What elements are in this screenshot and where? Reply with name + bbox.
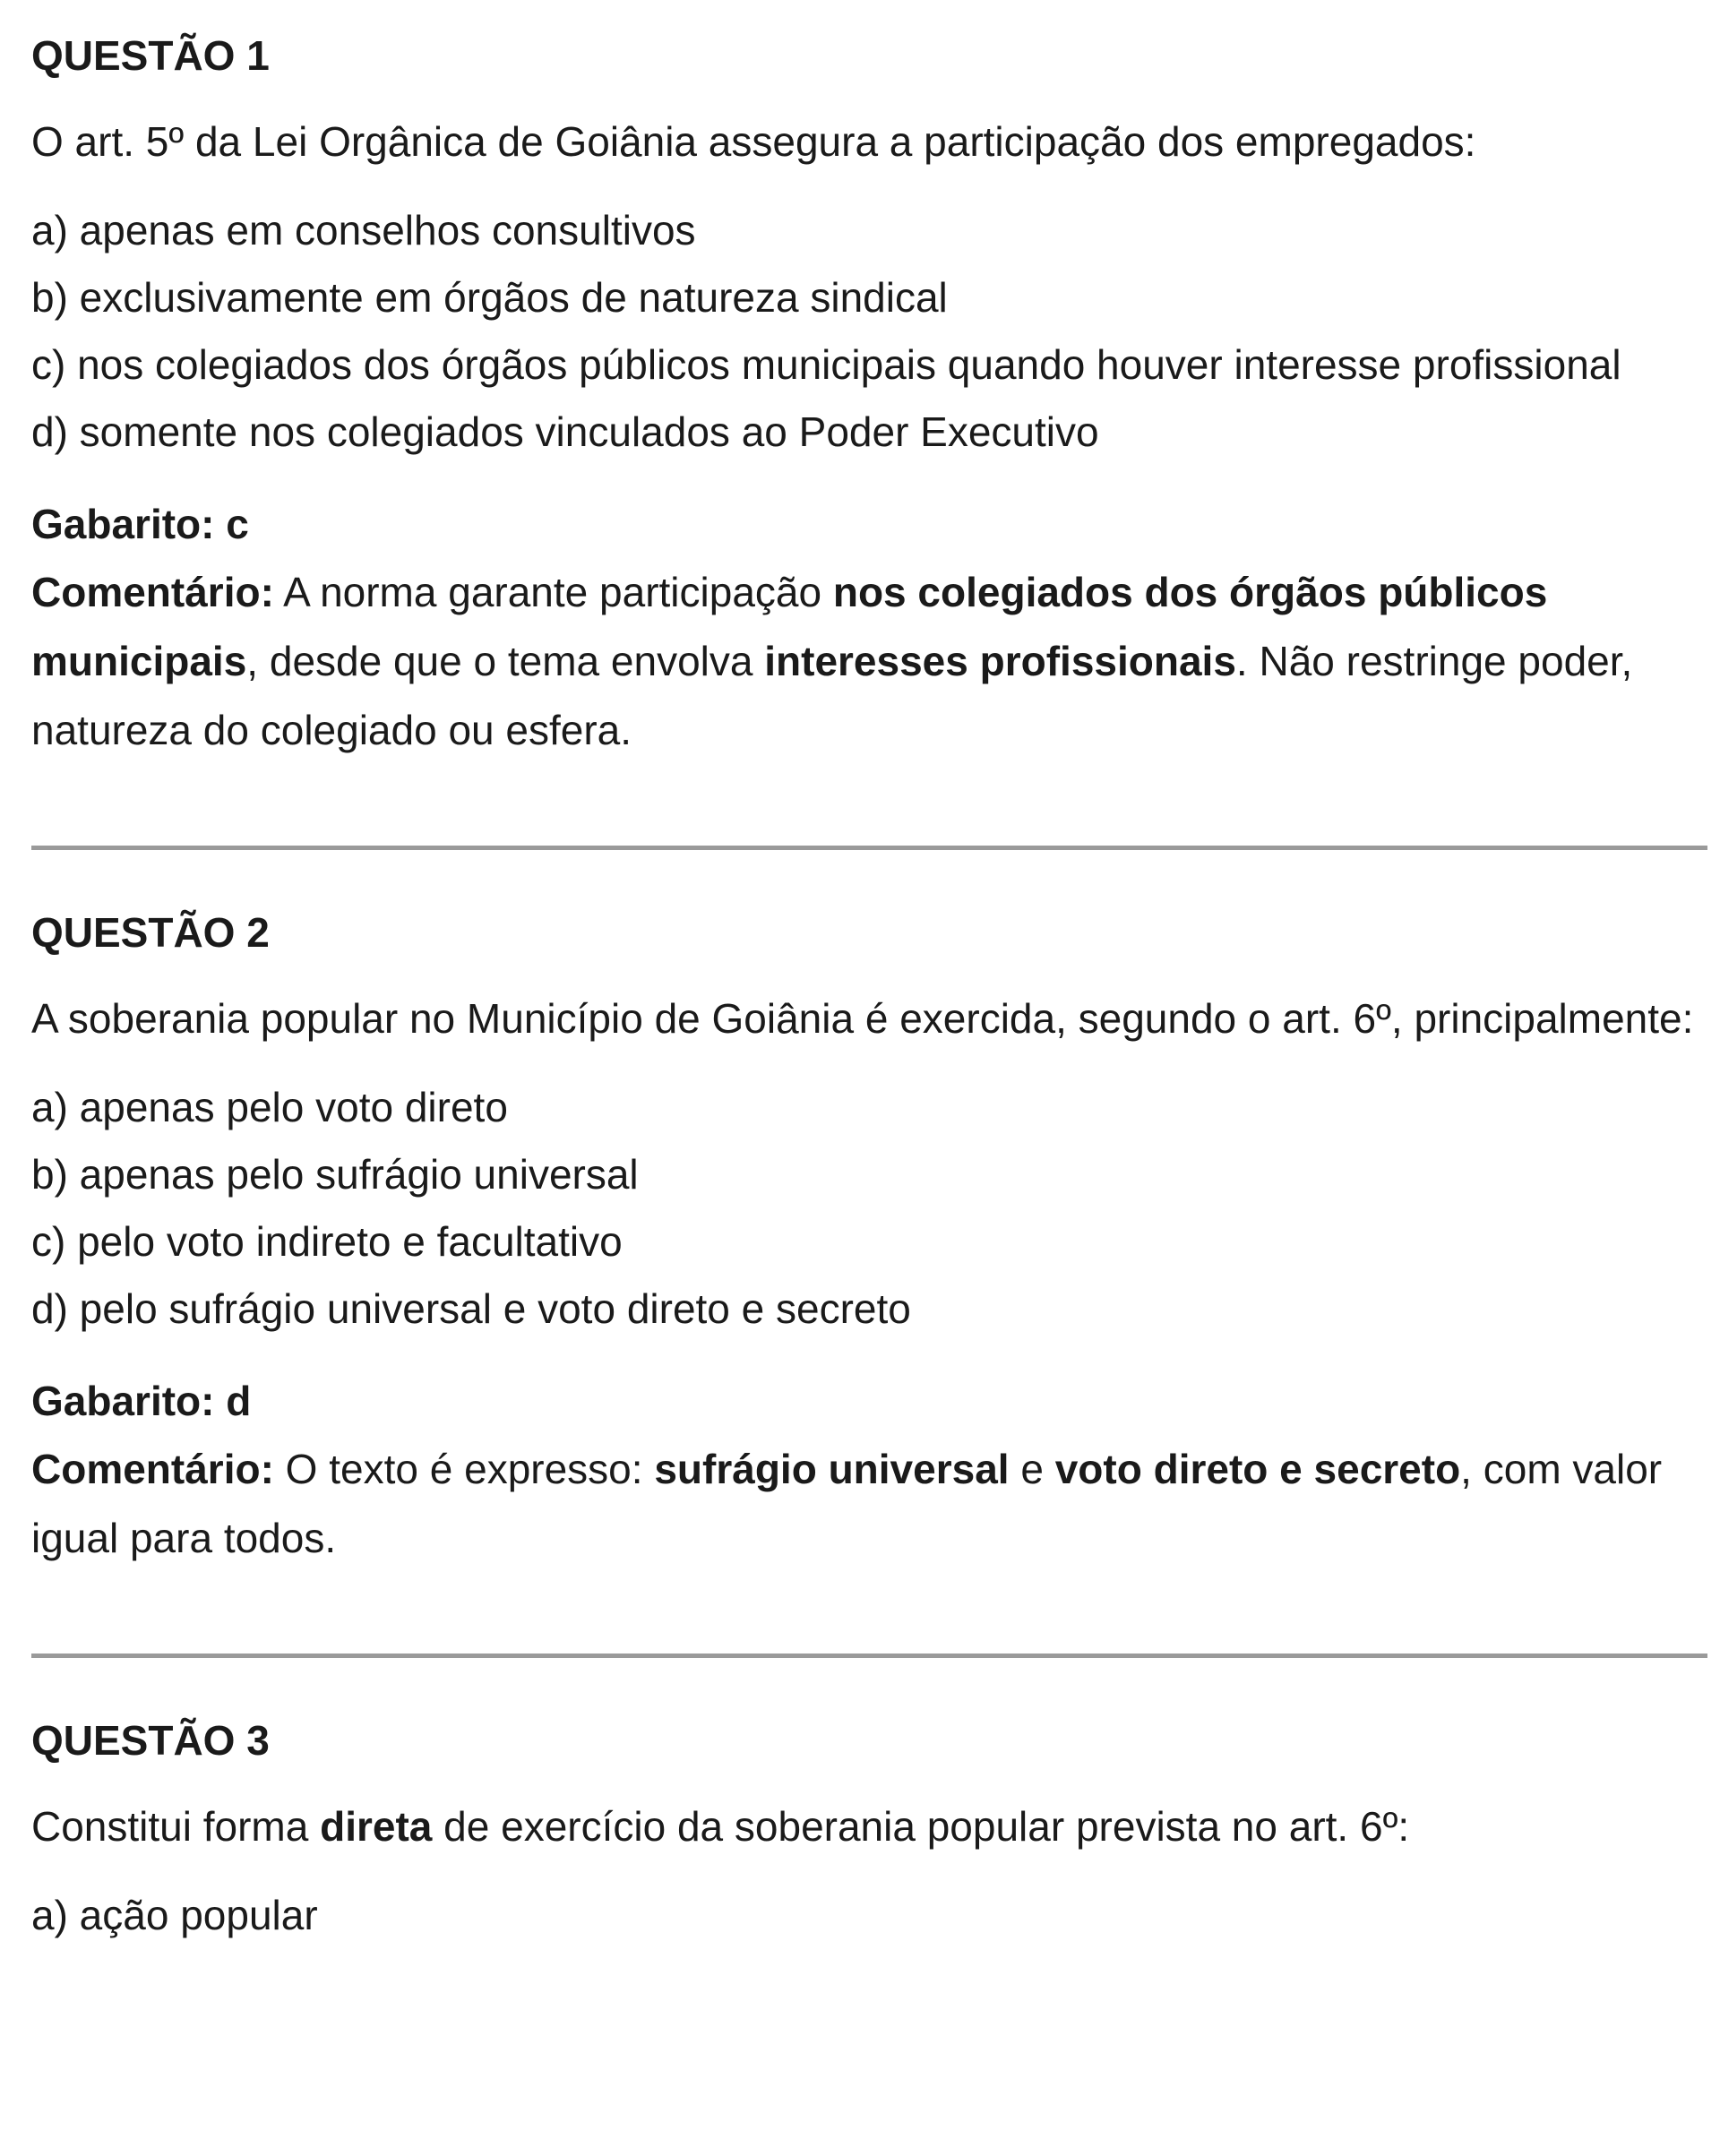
- option-d: d) pelo sufrágio universal e voto direto e secreto: [31, 1285, 911, 1332]
- option-a: a) apenas pelo voto direto: [31, 1084, 508, 1130]
- question-3: [31, 1658, 1707, 1949]
- question-stem: [31, 1794, 1707, 1859]
- option-c: c) nos colegiados dos órgãos públicos municipais quando houver interesse profissional: [31, 341, 1621, 388]
- comment-text: . Não restringe poder, natureza do colegiado ou esfera.: [31, 638, 1633, 753]
- comment-label: Comentário:: [31, 569, 274, 615]
- stem-text: de exercício da soberania popular prevista no art. 6º:: [432, 1803, 1410, 1850]
- comment: [31, 558, 1707, 765]
- comment-text: A norma garante participação: [273, 569, 833, 615]
- comment-highlight: sufrágio universal: [654, 1446, 1010, 1492]
- option-b: b) exclusivamente em órgãos de natureza sindical: [31, 274, 948, 321]
- comment-highlight: interesses profissionais: [764, 638, 1236, 684]
- options-list: [31, 197, 1707, 466]
- stem-text: O art. 5º da Lei Orgânica de Goiânia assegura a participação dos empregados:: [31, 118, 1476, 165]
- option-c: c) pelo voto indireto e facultativo: [31, 1218, 623, 1265]
- question-title: QUESTÃO 1: [31, 32, 270, 79]
- question-1: [31, 0, 1707, 765]
- comment-text: , com valor igual para todos.: [31, 1446, 1663, 1561]
- stem-text: A soberania popular no Município de Goiânia é exercida, segundo o art. 6º, principalmente:: [31, 995, 1694, 1042]
- stem-text: Constitui forma: [31, 1803, 321, 1850]
- option-b: b) apenas pelo sufrágio universal: [31, 1151, 639, 1198]
- options-list: [31, 1882, 1707, 1949]
- option-d: d) somente nos colegiados vinculados ao Poder Executivo: [31, 408, 1099, 455]
- question-title: QUESTÃO 3: [31, 1717, 270, 1764]
- comment-label: Comentário:: [31, 1446, 274, 1492]
- comment-text: O texto é expresso:: [273, 1446, 655, 1492]
- comment-text: e: [1009, 1446, 1055, 1492]
- comment-highlight: nos colegiados dos órgãos públicos municipais: [31, 569, 1548, 684]
- stem-highlight: direta: [320, 1803, 433, 1850]
- question-2: [31, 850, 1707, 1573]
- comment: [31, 1435, 1707, 1573]
- answer-key: Gabarito: c: [31, 501, 249, 547]
- option-a: a) ação popular: [31, 1892, 318, 1938]
- options-list: [31, 1074, 1707, 1343]
- question-stem: [31, 986, 1707, 1051]
- comment-text: , desde que o tema envolva: [246, 638, 765, 684]
- answer-key: Gabarito: d: [31, 1378, 252, 1424]
- option-a: a) apenas em conselhos consultivos: [31, 207, 696, 253]
- comment-highlight: voto direto e secreto: [1054, 1446, 1461, 1492]
- question-stem: [31, 109, 1707, 174]
- question-title: QUESTÃO 2: [31, 909, 270, 956]
